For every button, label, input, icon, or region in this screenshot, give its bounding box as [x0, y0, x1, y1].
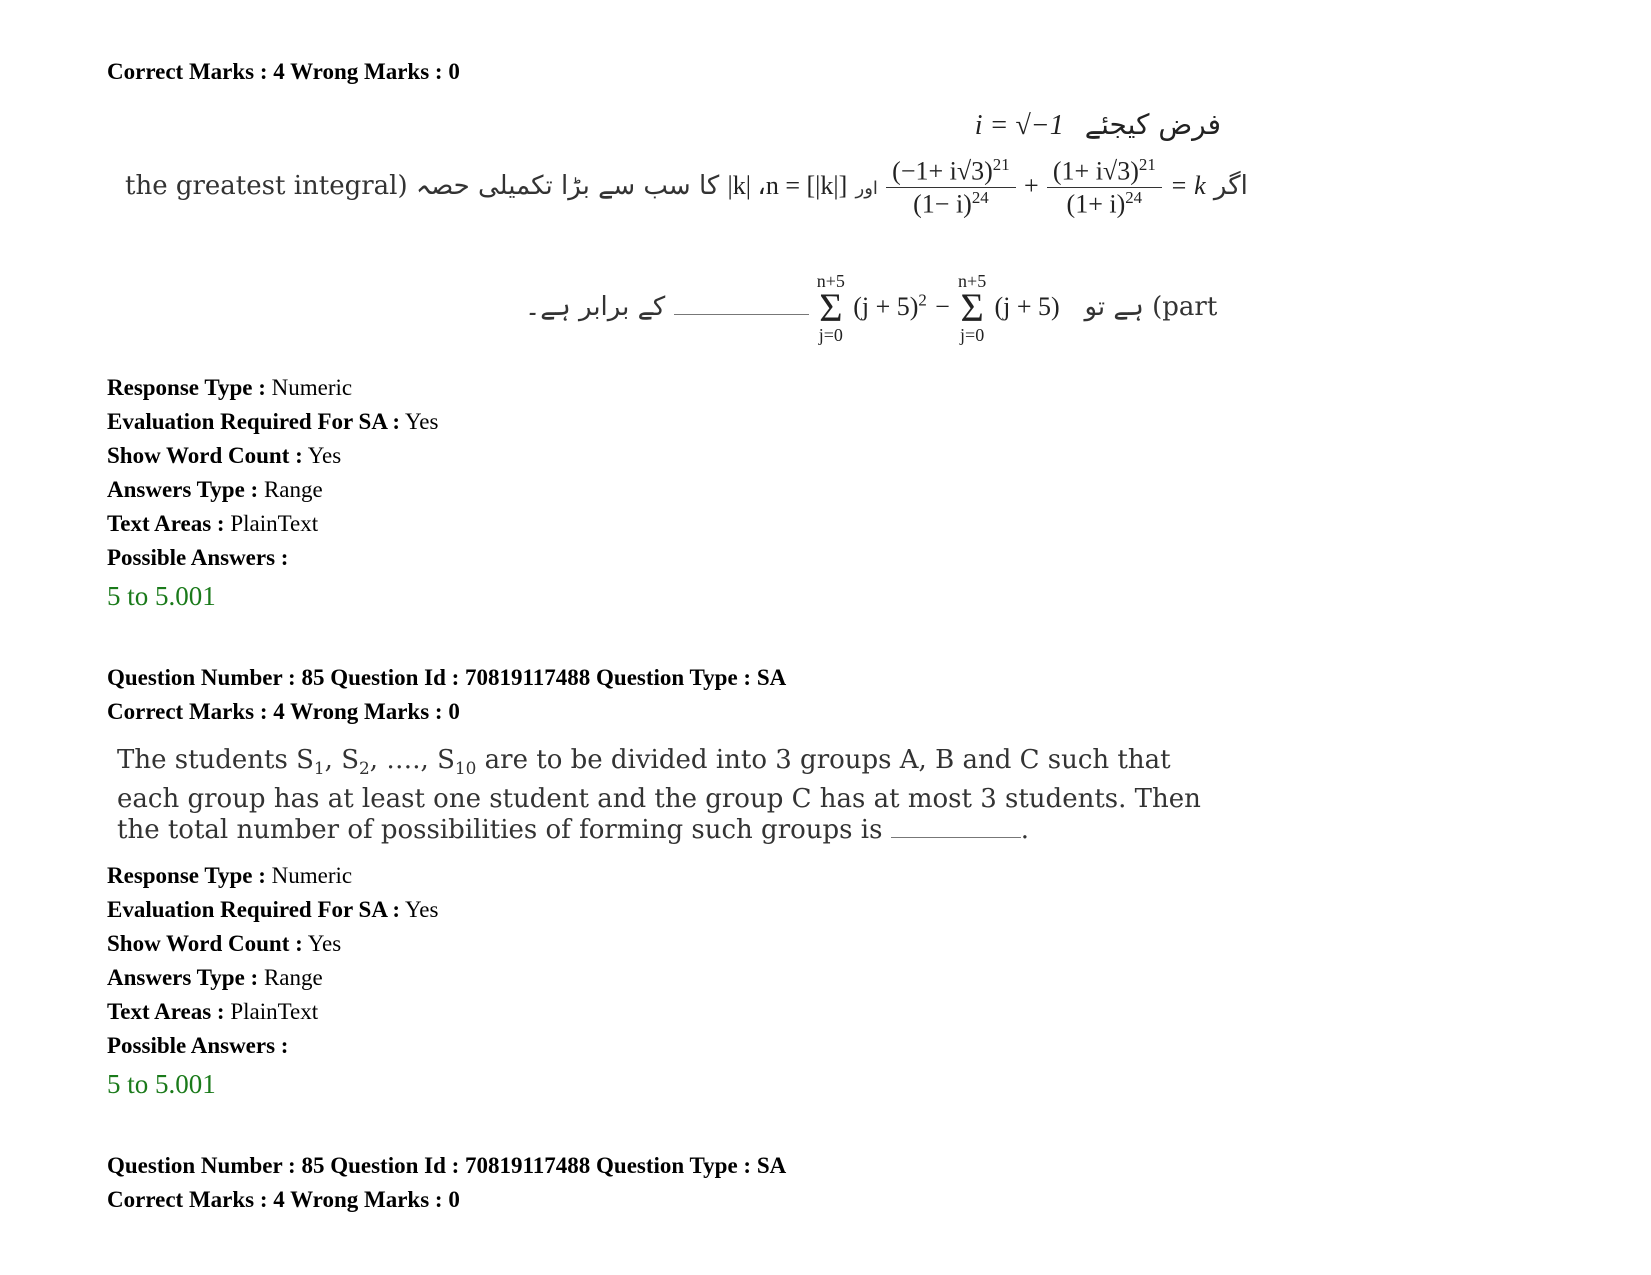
frac2-num-exp: 21: [1138, 155, 1156, 174]
field-text-areas: Text Areas : PlainText: [107, 999, 319, 1024]
field-possible-answers: Possible Answers :: [107, 545, 289, 570]
greatest-integral-text: the greatest integral): [125, 171, 408, 202]
minus-sign: −: [935, 292, 950, 321]
math-i-def: i = √−1: [974, 110, 1064, 141]
plus-sign: +: [1023, 171, 1039, 201]
field-evaluation: Evaluation Required For SA : Yes: [107, 409, 439, 434]
term-2: (j + 5): [994, 292, 1060, 321]
field-answers-type: Answers Type : Range: [107, 965, 323, 990]
k-n-expression: |k| ،n = [|k|]: [727, 171, 848, 201]
field-possible-answers: Possible Answers :: [107, 1033, 289, 1058]
equals-k: = k: [1170, 171, 1206, 201]
field-word-count: Show Word Count : Yes: [107, 931, 342, 956]
field-answers-type: Answers Type : Range: [107, 477, 323, 502]
urdu-and: اور: [855, 178, 878, 200]
marks-line: Correct Marks : 4 Wrong Marks : 0: [107, 1187, 460, 1212]
answer-blank: [891, 837, 1021, 838]
urdu-if: اگر: [1213, 171, 1248, 202]
possible-answer-value: 5 to 5.001: [107, 581, 216, 611]
summation-2: [958, 272, 986, 344]
frac2-denominator: (1+ i): [1066, 189, 1126, 219]
urdu-greatest-part: کا سب سے بڑا تکمیلی حصہ: [415, 171, 720, 202]
field-text-areas: Text Areas : PlainText: [107, 511, 319, 536]
fraction-1: [886, 155, 1016, 219]
field-evaluation: Evaluation Required For SA : Yes: [107, 897, 439, 922]
sum2-lower: j=0: [960, 325, 985, 345]
sum1-upper: n+5: [816, 271, 845, 291]
summation-1: [817, 272, 845, 344]
answer-blank: [674, 314, 809, 315]
sigma-icon: Σ: [819, 285, 843, 330]
question-header: Question Number : 85 Question Id : 70819117488 Question Type : SA: [107, 665, 787, 690]
term-1: $(j + 5)^2$: [853, 290, 927, 321]
question-image-line1: [975, 108, 1221, 142]
sigma-icon: Σ: [960, 285, 984, 330]
sum2-upper: n+5: [958, 271, 987, 291]
frac1-num-exp: 21: [992, 155, 1010, 174]
question-image-line2: [125, 155, 1248, 219]
field-word-count: Show Word Count : Yes: [107, 443, 342, 468]
urdu-suppose: فرض کیجئے: [1084, 108, 1221, 141]
frac2-den-exp: 24: [1125, 187, 1143, 207]
frac1-denominator: (1− i): [913, 189, 972, 219]
question-header: Question Number : 85 Question Id : 70819117488 Question Type : SA: [107, 1153, 787, 1178]
field-response-type: Response Type : Numeric: [107, 863, 353, 888]
part-text: (part: [1152, 292, 1218, 322]
question-image-line3: [525, 272, 1217, 344]
sum1-lower: j=0: [818, 325, 843, 345]
marks-line: Correct Marks : 4 Wrong Marks : 0: [107, 699, 460, 724]
marks-line: Correct Marks : 4 Wrong Marks : 0: [107, 59, 460, 84]
frac1-numerator: (−1+ i√3): [892, 156, 993, 186]
possible-answer-value: 5 to 5.001: [107, 1069, 216, 1099]
frac1-den-exp: 24: [971, 187, 989, 207]
fraction-2: [1047, 155, 1162, 219]
question-text: The students $S_1$, $S_2$, …., $S_{10}$ are to be divided into 3 groups A, B and C such that each group has at least one student and the group C has at most 3 students. Then the total number of possibilities of forming such groups is .: [117, 745, 1201, 846]
urdu-equal-to: کے برابر ہے۔: [525, 292, 666, 322]
urdu-then: ہے تو: [1084, 292, 1144, 322]
field-response-type: Response Type : Numeric: [107, 375, 353, 400]
frac2-numerator: (1+ i√3): [1052, 156, 1139, 186]
